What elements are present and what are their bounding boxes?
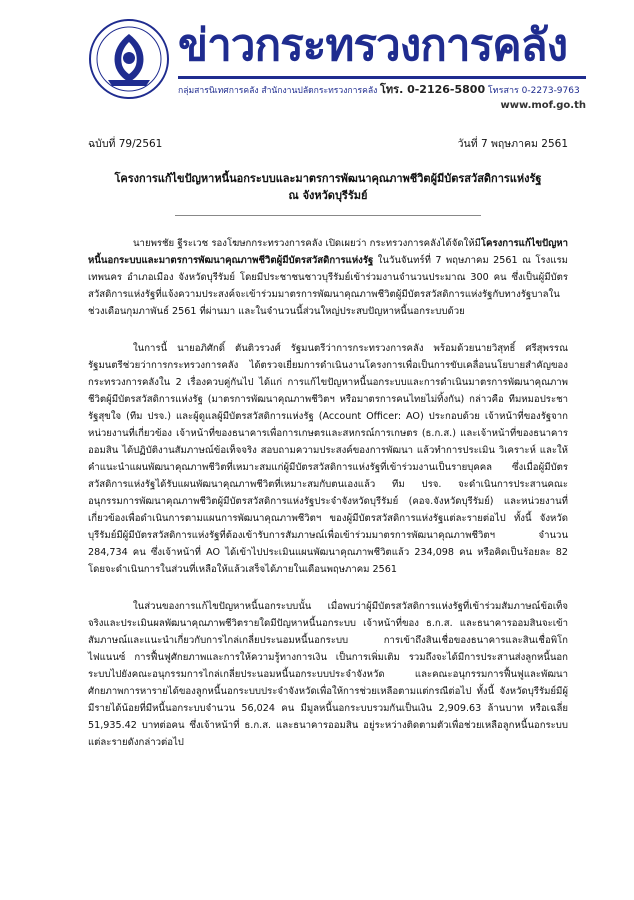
paragraph-1-intro: นายพรชัย ฐีระเวช รองโฆษกกระทรวงการคลัง เปิดเผยว่า กระทรวงการคลังได้จัดให้มี — [133, 238, 481, 249]
ministry-seal-logo — [88, 18, 170, 100]
press-header — [88, 18, 588, 118]
paragraph-1-rest: ในวันจันทร์ที่ 7 พฤษภาคม 2561 ณ โรงแรมเทพนคร อำเภอเมือง จังหวัดบุรีรัมย์ โดยมีประชาชนชาวบุรีรัมย์เข้าร่วมงานจำนวนประมาณ 300 คน ซึ่งเป็นผู้มีบัตรสวัสดิการแห่งรัฐที่แจ้งความประสงค์จะเข้าร่วมมาตรการพัฒนาคุณภาพชีวิตผู้มีบัตรสวัสดิการแห่งรัฐกับทางรัฐบาลในช่วงเดือนกุมภาพันธ์ 2561 ที่ผ่านมา และในจำนวนนี้ส่วนใหญ่ประสบปัญหาหนี้นอกระบบด้วย — [88, 255, 568, 317]
paragraph-1 — [88, 235, 568, 320]
paragraph-3: ในส่วนของการแก้ไขปัญหาหนี้นอกระบบนั้น เมื่อพบว่าผู้มีบัตรสวัสดิการแห่งรัฐที่เข้าร่วมสัมภาษณ์ข้อเท็จจริงและประเมินผลพัฒนาคุณภาพชีวิตรายใดมีปัญหาหนี้นอกระบบ เจ้าหน้าที่ของ ธ.ก.ส. และธนาคารออมสินจะเข้าสัมภาษณ์และแนะนำเกี่ยวกับการไกล่เกลี่ยประนอมหนี้นอกระบบ การเข้าถึงสินเชื่อของธนาคารและสินเชื่อพิโกไฟแนนซ์ การฟื้นฟูศักยภาพและการให้ความรู้ทางการเงิน เป็นการเพิ่มเติม รวมถึงจะได้มีการประสานส่งลูกหนี้นอกระบบไปยังคณะอนุกรรมการไกล่เกลี่ยประนอมหนี้นอกระบบประจำจังหวัด และคณะอนุกรรมการฟื้นฟูและพัฒนาศักยภาพการหารายได้ของลูกหนี้นอกระบบประจำจังหวัดเพื่อให้การช่วยเหลือตามแต่กรณีต่อไป ทั้งนี้ จังหวัดบุรีรัมย์มีผู้มีรายได้น้อยที่มีหนี้นอกระบบจำนวน 56,024 คน มีมูลหนี้นอกระบบรวมกันเป็นเงิน 2,909.63 ล้านบาท หรือเฉลี่ย 51,935.42 บาทต่อคน ซึ่งเจ้าหน้าที่ ธ.ก.ส. และธนาคารออมสิน อยู่ระหว่างติดตามตัวเพื่อช่วยเหลือลูกหนี้นอกระบบแต่ละรายดังกล่าวต่อไป — [88, 601, 568, 748]
header-rule — [178, 76, 586, 79]
headline-line-1: โครงการแก้ไขปัญหาหนี้นอกระบบและมาตรการพัฒนาคุณภาพชีวิตผู้มีบัตรสวัสดิการแห่งรัฐ — [114, 172, 542, 185]
telephone: โทร. 0-2126-5800 — [380, 83, 486, 96]
headline — [88, 170, 568, 204]
issue-number: ฉบับที่ 79/2561 — [88, 138, 163, 150]
project-name: โครงการแก้ไขปัญหาหนี้นอกระบบและมาตรการพัฒนาคุณภาพชีวิตผู้มีบัตรสวัสดิการแห่งรัฐ — [88, 238, 568, 266]
headline-divider — [175, 215, 481, 216]
headline-line-2: ณ จังหวัดบุรีรัมย์ — [288, 189, 368, 202]
fax: โทรสาร 0-2273-9763 — [487, 86, 580, 96]
department-contact-line — [178, 84, 588, 97]
issue-date: วันที่ 7 พฤษภาคม 2561 — [457, 138, 568, 150]
newsletter-title: ข่าวกระทรวงการคลัง — [178, 20, 568, 71]
website-link[interactable]: www.mof.go.th — [500, 100, 586, 111]
paragraph-2: ในการนี้ นายอภิศักดิ์ ตันติวรวงศ์ รัฐมนตรีว่าการกระทรวงการคลัง พร้อมด้วยนายวิสุทธิ์ ศรีสุพรรณ รัฐมนตรีช่วยว่าการกระทรวงการคลัง ได้ตรวจเยี่ยมการดำเนินงานโครงการเพื่อเป็นการขับเคลื่อนนโยบายสำคัญของกระทรวงการคลังใน 2 เรื่องควบคู่กันไป ได้แก่ การแก้ไขปัญหาหนี้นอกระบบและการดำเนินมาตรการพัฒนาคุณภาพชีวิตผู้มีบัตรสวัสดิการแห่งรัฐ (มาตรการพัฒนาคุณภาพชีวิตฯ หรือมาตรการคนไทยไม่ทิ้งกัน) กล่าวคือ ทีมหมอประชารัฐสุขใจ (ทีม ปรจ.) และผู้ดูแลผู้มีบัตรสวัสดิการแห่งรัฐ (Account Officer: AO) ประกอบด้วย เจ้าหน้าที่ของรัฐจากหน่วยงานที่เกี่ยวข้อง เจ้าหน้าที่ของธนาคารเพื่อการเกษตรและสหกรณ์การเกษตร (ธ.ก.ส.) และเจ้าหน้าที่ของธนาคารออมสิน ได้ปฏิบัติงานสัมภาษณ์ข้อเท็จจริง สอบถามความประสงค์ของการพัฒนา แล้วทำการประเมิน วิเคราะห์ และให้คำแนะนำแผนพัฒนาคุณภาพชีวิตที่เหมาะสมแก่ผู้มีบัตรสวัสดิการแห่งรัฐที่เข้าร่วมงานเป็นรายบุคคล ซึ่งเมื่อผู้มีบัตรสวัสดิการแห่งรัฐได้รับแผนพัฒนาคุณภาพชีวิตที่เหมาะสมกับตนเองแล้ว ทีม ปรจ. จะดำเนินการประสานคณะอนุกรรมการพัฒนาคุณภาพชีวิตผู้มีบัตรสวัสดิการแห่งรัฐประจำจังหวัดบุรีรัมย์ (คอจ.จังหวัดบุรีรัมย์) และหน่วยงานที่เกี่ยวข้องเพื่อดำเนินการตามแผนการพัฒนาคุณภาพชีวิตฯ ของผู้มีบัตรสวัสดิการแห่งรัฐแต่ละรายต่อไป ทั้งนี้ จังหวัดบุรีรัมย์มีผู้มีบัตรสวัสดิการแห่งรัฐที่ต้องเข้ารับการสัมภาษณ์เพื่อเข้าร่วมมาตรการพัฒนาคุณภาพชีวิตฯ จำนวน 284,734 คน ซึ่งเจ้าหน้าที่ AO ได้เข้าไปประเมินแผนพัฒนาคุณภาพชีวิตแล้ว 234,098 คน หรือคิดเป็นร้อยละ 82 โดยจะดำเนินการในส่วนที่เหลือให้แล้วเสร็จได้ภายในเดือนพฤษภาคม 2561 — [88, 343, 568, 575]
department-name: กลุ่มสารนิเทศการคลัง สำนักงานปลัดกระทรวงการคลัง — [178, 86, 378, 96]
article-body — [88, 235, 568, 771]
issue-info — [88, 135, 568, 151]
